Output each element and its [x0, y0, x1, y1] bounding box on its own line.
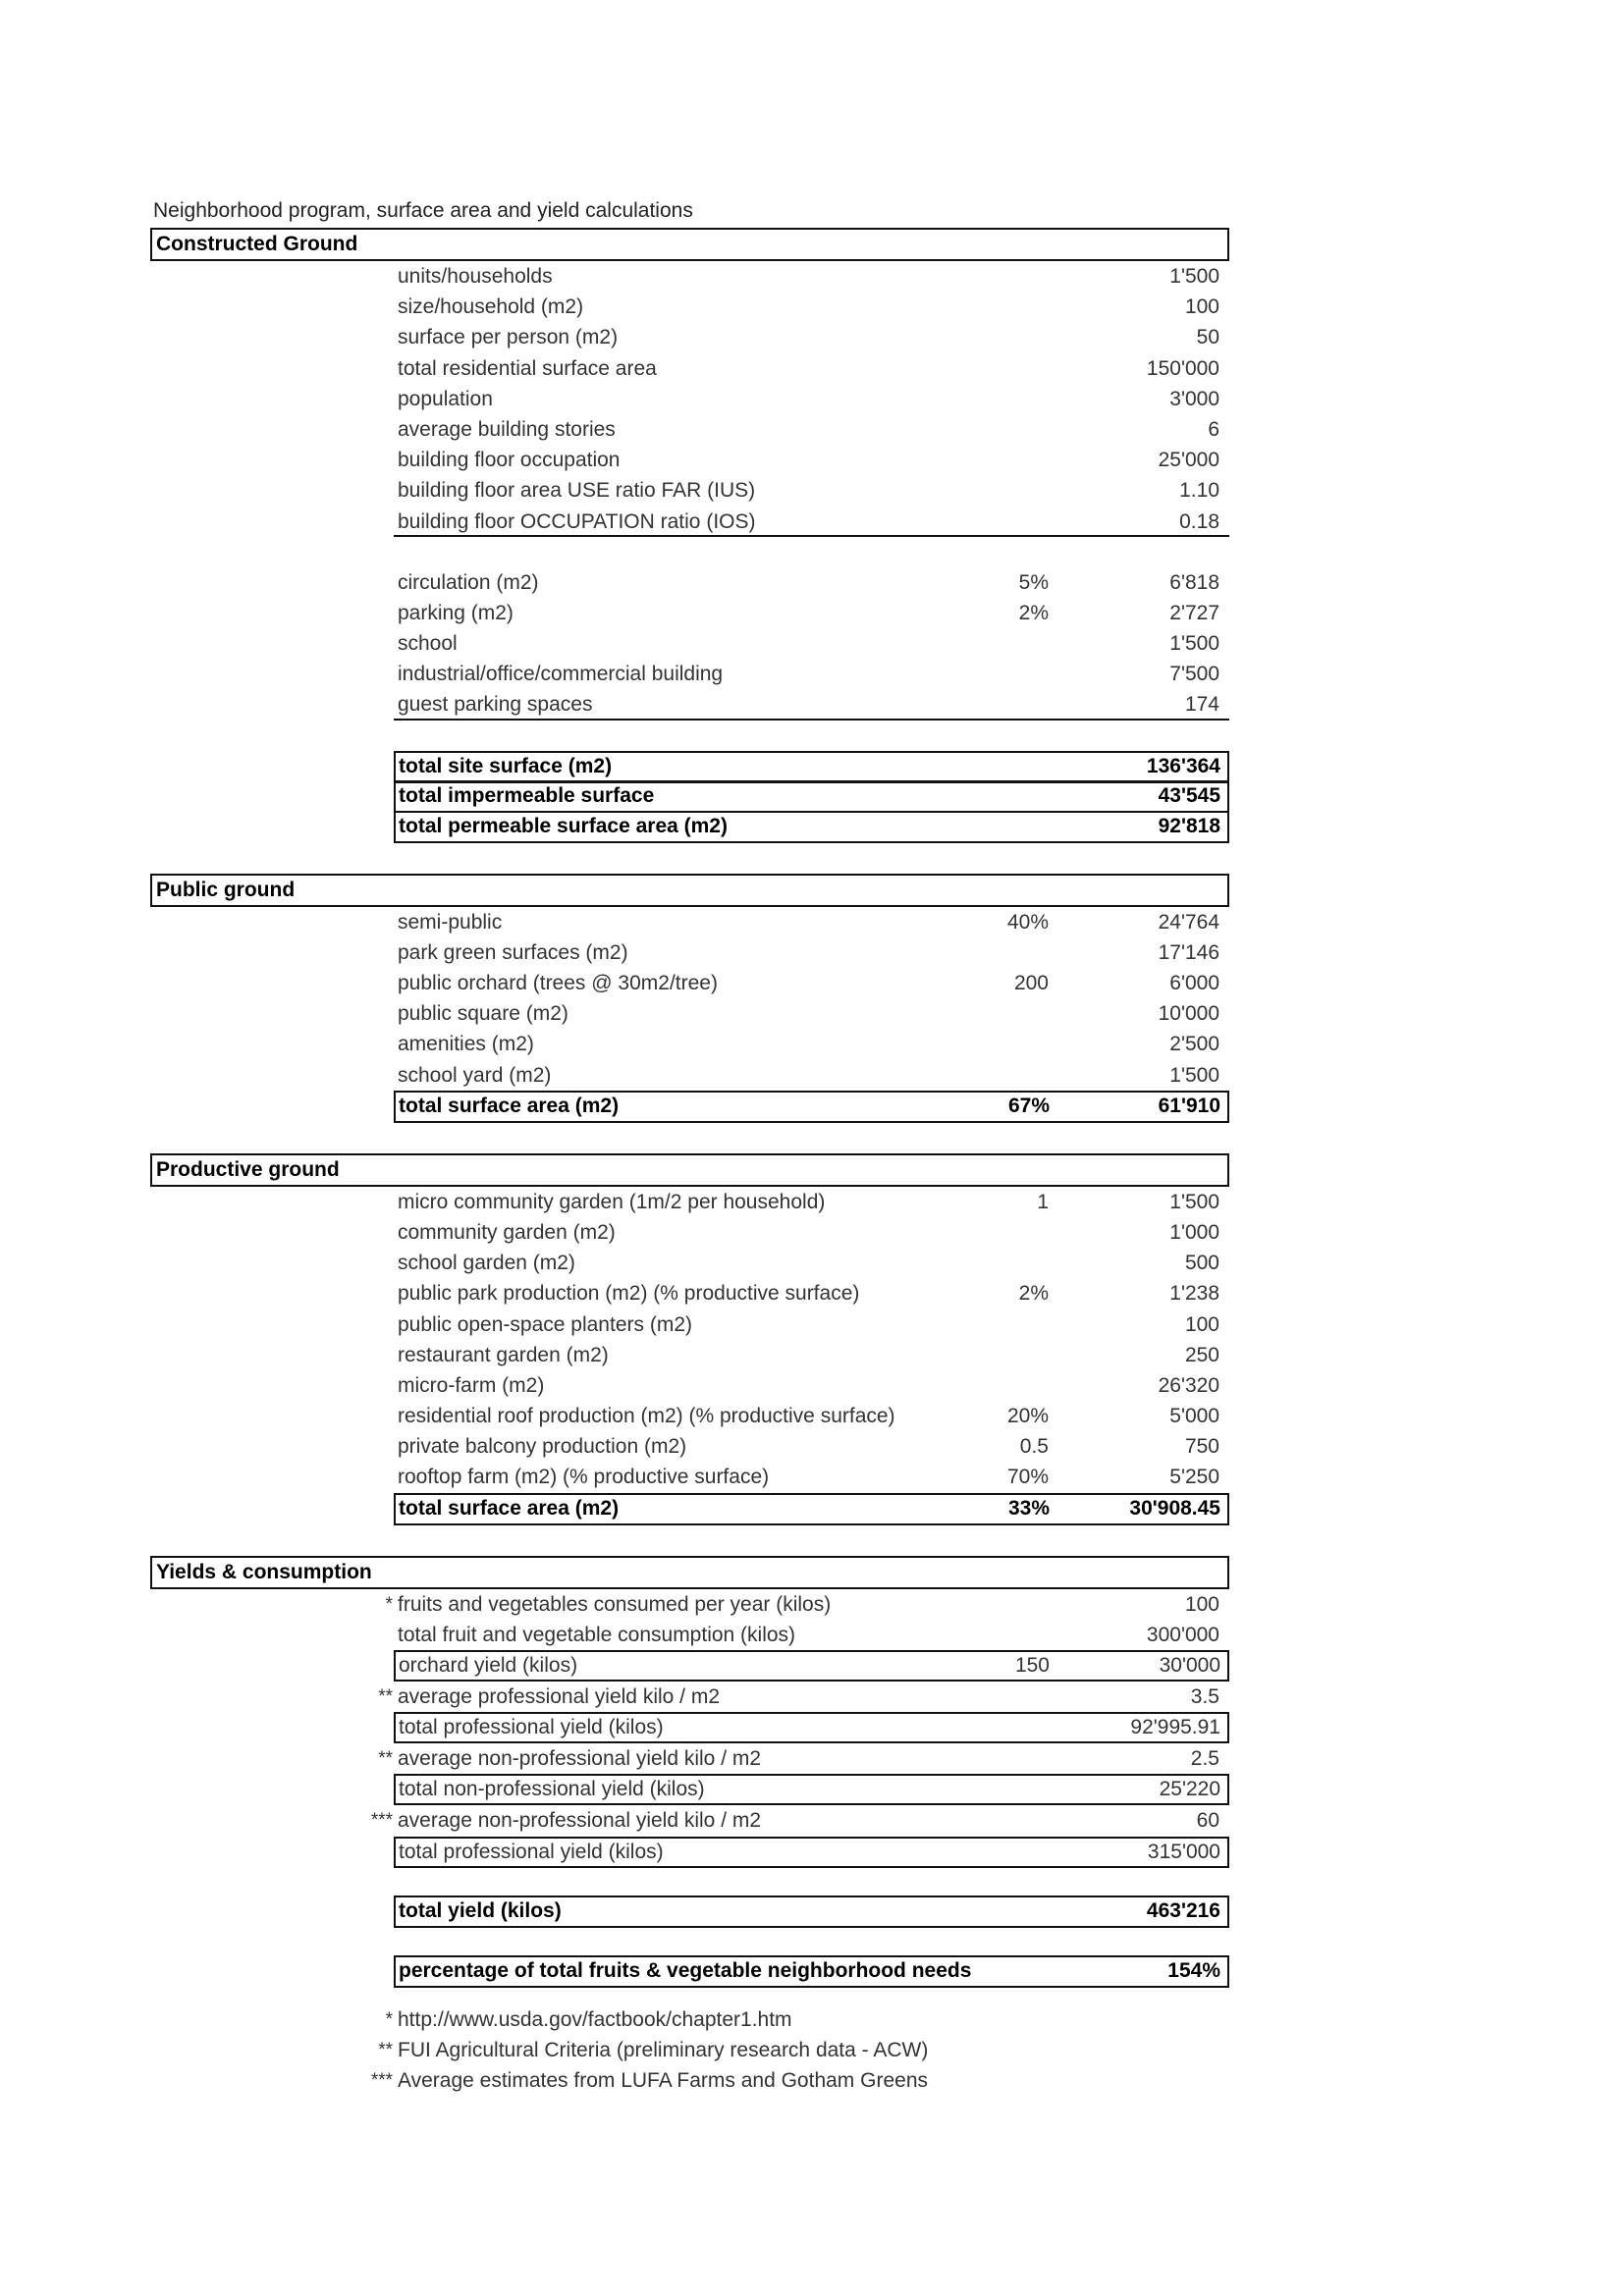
- footnote-marker: **: [378, 1748, 393, 1770]
- row-value: 5'250: [1169, 1466, 1219, 1489]
- table-row: [0, 1462, 1623, 1492]
- row-label: micro community garden (1m/2 per household): [398, 1190, 826, 1213]
- row-label: industrial/office/commercial building: [398, 663, 724, 686]
- row-value: 1'500: [1169, 1190, 1219, 1213]
- total-row: [394, 751, 1229, 783]
- table-row: [0, 1431, 1623, 1462]
- row-label: size/household (m2): [398, 295, 584, 319]
- row-value: 2'727: [1169, 601, 1219, 624]
- row-factor: 20%: [1006, 1405, 1049, 1428]
- row-label: building floor area USE ratio FAR (IUS): [398, 479, 756, 503]
- needs-percentage-row: [394, 1955, 1229, 1988]
- table-row: [0, 1278, 1623, 1308]
- table-row: [0, 689, 1623, 720]
- table-row: [0, 1589, 1623, 1620]
- table-row: [0, 1187, 1623, 1217]
- footnote: [0, 2004, 1623, 2035]
- row-value: 300'000: [1146, 1623, 1219, 1646]
- total-label: total site surface (m2): [399, 754, 613, 777]
- row-label: orchard yield (kilos): [399, 1654, 578, 1677]
- calculation-sheet: [0, 228, 1623, 1988]
- row-value: 750: [1184, 1435, 1219, 1459]
- total-label: total surface area (m2): [399, 1094, 620, 1117]
- row-label: school yard (m2): [398, 1063, 552, 1087]
- row-factor: 200: [1013, 972, 1049, 994]
- footnote-text: FUI Agricultural Criteria (preliminary research data - ACW): [398, 2039, 929, 2062]
- row-factor: 0.5: [1019, 1435, 1049, 1459]
- total-row: [394, 1493, 1229, 1525]
- row-value: 100: [1184, 1312, 1219, 1336]
- row-value: 1'238: [1169, 1282, 1219, 1306]
- row-value: 174: [1184, 693, 1219, 717]
- table-row: [0, 1248, 1623, 1278]
- row-factor: 2%: [1018, 601, 1049, 624]
- row-value: 1'500: [1169, 632, 1219, 656]
- footnote-marker: *: [385, 1593, 393, 1615]
- row-label: total professional yield (kilos): [399, 1716, 664, 1739]
- row-label: average non-professional yield kilo / m2: [398, 1809, 762, 1833]
- footnote-text: Average estimates from LUFA Farms and Gotham Greens: [398, 2069, 929, 2093]
- row-label: amenities (m2): [398, 1033, 534, 1056]
- footnote-marker: ***: [370, 1810, 393, 1832]
- table-row: [0, 659, 1623, 689]
- row-value: 2.5: [1190, 1747, 1219, 1771]
- table-row: [0, 507, 1623, 537]
- section-header-constructed-ground: [150, 228, 1229, 261]
- table-row: [0, 261, 1623, 292]
- row-label: surface per person (m2): [398, 326, 619, 349]
- row-value: 0.18: [1179, 509, 1219, 533]
- total-value: 136'364: [1146, 754, 1220, 777]
- section-header-yields-consumption: [150, 1556, 1229, 1589]
- table-row: [0, 968, 1623, 998]
- table-row: [0, 353, 1623, 384]
- row-label: building floor OCCUPATION ratio (IOS): [398, 509, 756, 533]
- total-percent: 67%: [1007, 1094, 1050, 1117]
- row-label: total residential surface area: [398, 356, 657, 380]
- row-label: public orchard (trees @ 30m2/tree): [398, 972, 718, 994]
- row-label: average building stories: [398, 417, 616, 441]
- table-row: [0, 907, 1623, 937]
- footnote-marker: ***: [370, 2070, 393, 2092]
- section-header-productive-ground: [150, 1153, 1229, 1187]
- row-value: 6'000: [1169, 972, 1219, 994]
- total-label: total impermeable surface: [399, 784, 655, 808]
- row-label: units/households: [398, 265, 553, 288]
- row-label: population: [398, 387, 493, 410]
- row-value: 100: [1184, 1592, 1219, 1616]
- table-row: [0, 1370, 1623, 1401]
- row-value: 1'500: [1169, 1063, 1219, 1087]
- boxed-row: [394, 1712, 1229, 1743]
- table-row: [0, 1060, 1623, 1091]
- table-row: [0, 322, 1623, 352]
- table-row: [0, 1805, 1623, 1836]
- row-label: parking (m2): [398, 601, 514, 624]
- total-value: 61'910: [1158, 1094, 1220, 1117]
- row-value: 2'500: [1169, 1033, 1219, 1056]
- row-label: rooftop farm (m2) (% productive surface): [398, 1466, 770, 1489]
- table-row: [0, 1309, 1623, 1340]
- table-row: [0, 567, 1623, 598]
- row-label: public park production (m2) (% productive surface): [398, 1282, 860, 1306]
- total-yield-row: [394, 1896, 1229, 1928]
- row-value: 150'000: [1146, 356, 1219, 380]
- total-value: 463'216: [1146, 1898, 1220, 1922]
- row-label: micro-farm (m2): [398, 1373, 545, 1397]
- row-value: 1.10: [1179, 479, 1219, 503]
- row-value: 3'000: [1169, 387, 1219, 410]
- section-title: Yields & consumption: [156, 1560, 372, 1583]
- row-value: 60: [1196, 1809, 1219, 1833]
- row-label: residential roof production (m2) (% productive surface): [398, 1405, 895, 1428]
- row-value: 7'500: [1169, 663, 1219, 686]
- footnote-marker: **: [378, 1686, 393, 1707]
- table-row: [0, 1620, 1623, 1650]
- section-title: Productive ground: [156, 1157, 340, 1181]
- footnote: [0, 2065, 1623, 2096]
- footnote-text: http://www.usda.gov/factbook/chapter1.htm: [398, 2008, 792, 2031]
- table-row: [0, 1743, 1623, 1774]
- row-value: 25'000: [1158, 449, 1219, 472]
- row-value: 315'000: [1147, 1840, 1220, 1863]
- row-label: guest parking spaces: [398, 693, 593, 717]
- row-value: 1'500: [1169, 265, 1219, 288]
- row-label: average non-professional yield kilo / m2: [398, 1747, 762, 1771]
- row-label: park green surfaces (m2): [398, 940, 628, 964]
- row-label: public open-space planters (m2): [398, 1312, 692, 1336]
- total-value: 92'818: [1158, 814, 1220, 837]
- row-value: 25'220: [1159, 1778, 1220, 1801]
- row-label: school garden (m2): [398, 1252, 575, 1275]
- section-title: Constructed Ground: [156, 233, 358, 255]
- row-value: 100: [1184, 295, 1219, 319]
- table-row: [0, 445, 1623, 475]
- table-row: [0, 475, 1623, 506]
- row-factor: 5%: [1018, 570, 1049, 594]
- row-label: semi-public: [398, 910, 503, 934]
- table-row: [0, 1401, 1623, 1431]
- row-label: community garden (m2): [398, 1220, 616, 1244]
- total-label: total yield (kilos): [399, 1898, 562, 1922]
- row-value: 1'000: [1169, 1220, 1219, 1244]
- section-header-public-ground: [150, 874, 1229, 907]
- row-label: total non-professional yield (kilos): [399, 1778, 705, 1801]
- row-label: school: [398, 632, 458, 656]
- footnotes: [0, 2004, 1623, 2097]
- table-row: [0, 1340, 1623, 1370]
- table-row: [0, 414, 1623, 445]
- total-label: total permeable surface area (m2): [399, 814, 728, 837]
- total-value: 154%: [1167, 1958, 1220, 1982]
- row-value: 250: [1184, 1343, 1219, 1366]
- row-label: total professional yield (kilos): [399, 1840, 664, 1863]
- row-value: 92'995.91: [1130, 1716, 1220, 1739]
- footnote: [0, 2035, 1623, 2065]
- total-row: [394, 780, 1229, 813]
- row-label: fruits and vegetables consumed per year (kilos): [398, 1592, 832, 1616]
- total-label: total surface area (m2): [399, 1496, 620, 1520]
- table-row: [0, 1029, 1623, 1059]
- row-label: private balcony production (m2): [398, 1435, 687, 1459]
- footnote-marker: **: [378, 2040, 393, 2061]
- table-row: [0, 1217, 1623, 1248]
- row-factor: 1: [1037, 1190, 1049, 1213]
- table-row: [0, 628, 1623, 659]
- total-value: 30'908.45: [1129, 1496, 1220, 1520]
- row-value: 17'146: [1158, 940, 1219, 964]
- table-row: [0, 292, 1623, 322]
- row-value: 50: [1196, 326, 1219, 349]
- row-value: 24'764: [1158, 910, 1219, 934]
- section-title: Public ground: [156, 878, 296, 901]
- row-label: building floor occupation: [398, 449, 621, 472]
- table-row: [0, 937, 1623, 968]
- row-value: 500: [1184, 1252, 1219, 1275]
- total-row: [394, 1091, 1229, 1123]
- row-label: circulation (m2): [398, 570, 539, 594]
- total-percent: 33%: [1007, 1496, 1050, 1520]
- row-label: restaurant garden (m2): [398, 1343, 609, 1366]
- row-factor: 2%: [1018, 1282, 1049, 1306]
- footnote-marker: *: [385, 2009, 393, 2030]
- row-value: 5'000: [1169, 1405, 1219, 1428]
- total-value: 43'545: [1158, 784, 1220, 808]
- row-label: average professional yield kilo / m2: [398, 1685, 721, 1708]
- boxed-row: [394, 1837, 1229, 1868]
- row-value: 26'320: [1158, 1373, 1219, 1397]
- table-row: [0, 1682, 1623, 1712]
- row-value: 6: [1208, 417, 1219, 441]
- row-factor: 70%: [1006, 1466, 1049, 1489]
- page-title: Neighborhood program, surface area and yield calculations: [153, 199, 693, 222]
- boxed-row: [394, 1774, 1229, 1805]
- row-value: 30'000: [1159, 1654, 1220, 1677]
- table-row: [0, 598, 1623, 628]
- row-value: 3.5: [1190, 1685, 1219, 1708]
- table-row: [0, 998, 1623, 1029]
- row-factor: 40%: [1006, 910, 1049, 934]
- total-row: [394, 811, 1229, 843]
- boxed-row: [394, 1650, 1229, 1682]
- row-value: 10'000: [1158, 1002, 1219, 1026]
- row-label: total fruit and vegetable consumption (kilos): [398, 1623, 796, 1646]
- row-label: public square (m2): [398, 1002, 568, 1026]
- table-row: [0, 384, 1623, 414]
- row-factor: 150: [1014, 1654, 1050, 1677]
- row-value: 6'818: [1169, 570, 1219, 594]
- total-label: percentage of total fruits & vegetable neighborhood needs: [399, 1958, 972, 1982]
